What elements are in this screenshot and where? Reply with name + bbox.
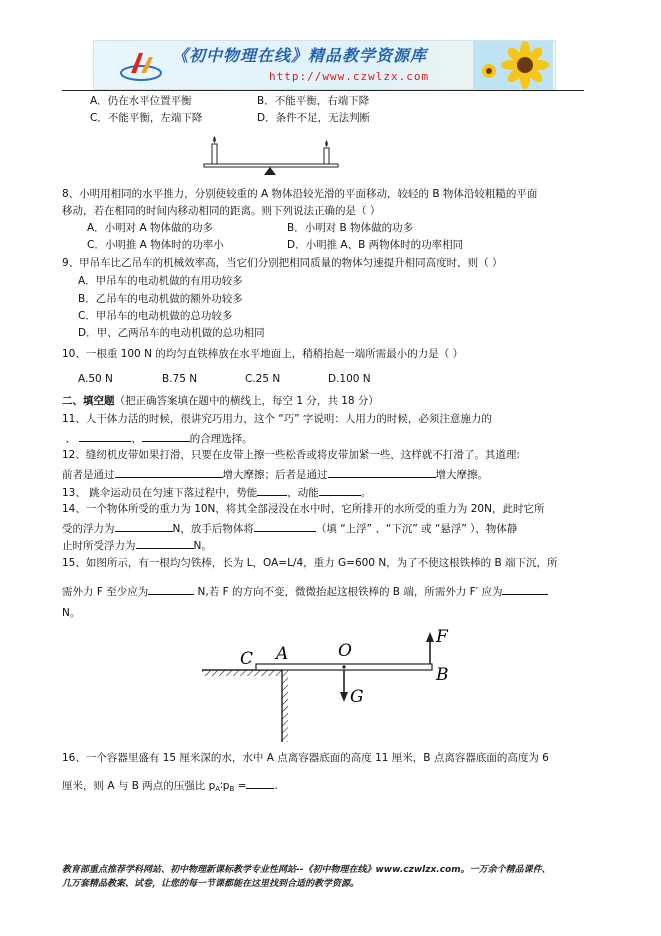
q12-text-3: 增大摩擦。 (435, 469, 488, 481)
lever-bar (204, 164, 338, 167)
q14-blank-1[interactable] (115, 520, 173, 532)
label-a: A (276, 644, 289, 664)
q9-option-c: C．甲吊车的电动机做的总功较多 (78, 310, 233, 322)
q15-blank-1[interactable] (148, 583, 194, 595)
q15-blank-2[interactable] (502, 583, 548, 595)
lever-candle-figure (200, 130, 350, 178)
q10-option-a: A.50 N (78, 373, 113, 385)
q8-line1: 8、小明用相同的水平推力，分别使较重的 A 物体沿较光滑的平面移动，较轻的 B 物体沿较粗糙的平面 (62, 188, 538, 200)
q9-option-d: D．甲、乙两吊车的电动机做的总功相同 (78, 327, 265, 339)
q12-text-2: 增大摩擦；后者是通过 (222, 469, 328, 481)
section2-heading (62, 395, 379, 408)
q11-blank-2[interactable] (142, 430, 190, 442)
q10-option-b: B.75 N (162, 373, 198, 385)
q11-end: 的合理选择。 (189, 433, 253, 445)
q10-stem: 10、一根重 100 N 的均匀直铁棒放在水平地面上，稍稍抬起一端所需最小的力是（ ） (62, 348, 464, 360)
q12-text-1: 前者是通过 (62, 469, 115, 481)
q15-line2 (62, 583, 548, 599)
banner-title: 《初中物理在线》精品教学资源库 (172, 46, 428, 65)
right-candle-icon (324, 140, 329, 164)
q8-option-d: D．小明推 A、B 两物体时的功率相同 (287, 239, 464, 251)
q16-line1: 16、一个容器里盛有 15 厘米深的水，水中 A 点离容器底面的高度 11 厘米，B 点离容器底面的高度为 6 (62, 752, 549, 764)
q14-line2 (62, 520, 517, 536)
q15-text-2: N,若 F 的方向不变，微微抬起这根铁棒的 B 端，所需外力 F′ 应为 (194, 586, 503, 598)
q7-option-d: D．条件不足，无法判断 (257, 112, 371, 124)
q12-blank-1[interactable] (115, 466, 223, 478)
section2-note: （把正确答案填在题中的横线上，每空 1 分，共 18 分） (114, 395, 379, 407)
banner-url: http://www.czwlzx.com (269, 70, 430, 83)
q12-line1: 12、缝纫机皮带如果打滑，只要在皮带上擦一些松香或将皮带加紧一些，这样就不打滑了。其道理: (62, 449, 520, 461)
footer-line1: 教育部重点推荐学科网站、初中物理新课标教学专业性网站--《初中物理在线》www.czwlzx.com。一万余个精品课件、 (62, 865, 551, 875)
q15-line3: N。 (62, 607, 81, 619)
q11-line2 (62, 430, 253, 446)
q12-line2 (62, 466, 488, 482)
q14-text-3: （填 “上浮” 、“下沉” 或 “悬浮” ），物体静 (315, 523, 518, 535)
q13-line (62, 484, 371, 500)
header-banner (93, 40, 556, 90)
q14-text-4: 止时所受浮力为 (62, 540, 136, 552)
q11-line1: 11、人干体力活的时候，很讲究巧用力，这个 “巧” 字说明：人用力的时候，必须注意施力的 (62, 413, 492, 425)
q16-text-3: . (274, 780, 278, 792)
label-c: C (240, 649, 254, 669)
q8-option-c: C．小明推 A 物体时的功率小 (87, 239, 224, 251)
q15-text-1: 需外力 F 至少应为 (62, 586, 149, 598)
q14-text-5: N。 (193, 540, 212, 552)
q14-line1: 14、一个物体所受的重力为 10N，将其全部浸没在水中时，它所排开的水所受的重力为 20N，此时它所 (62, 503, 545, 515)
q11-sep-2: 、 (131, 433, 142, 445)
q14-blank-2[interactable] (254, 520, 316, 532)
q11-sep: 、 (65, 433, 76, 445)
q7-option-a: A．仍在水平位置平衡 (90, 95, 192, 107)
q14-text-2: N，放手后物体将 (172, 523, 254, 535)
q12-blank-2[interactable] (328, 466, 436, 478)
label-g: G (350, 687, 364, 707)
q9-stem: 9、甲吊车比乙吊车的机械效率高，当它们分别把相同质量的物体匀速提升相同高度时，则（ ） (62, 257, 503, 269)
q16-text-2: = (234, 780, 247, 792)
q7-option-b: B．不能平衡，右端下降 (257, 95, 370, 107)
q16-sub-a: A (215, 785, 221, 793)
q8-option-b: B．小明对 B 物体做的功多 (287, 222, 414, 234)
q15-line1: 15、如图所示，有一根均匀铁棒，长为 L，OA=L/4，重力 G=600 N，为了不使这根铁棒的 B 端下沉，所 (62, 557, 558, 569)
q16-line2 (62, 777, 278, 793)
ground-support (202, 670, 288, 742)
q10-option-c: C.25 N (245, 373, 281, 385)
iron-rod-figure (198, 626, 468, 744)
section2-title: 二、填空题 (62, 395, 115, 407)
label-o: O (338, 641, 352, 661)
label-f: F (436, 627, 448, 647)
q14-blank-3[interactable] (136, 537, 194, 549)
q14-text-1: 受的浮力为 (62, 523, 115, 535)
q13-text-3: 。 (360, 487, 372, 499)
q9-option-b: B．乙吊车的电动机做的额外功较多 (78, 293, 243, 305)
header-rule (62, 90, 584, 91)
q13-blank-1[interactable] (257, 484, 287, 496)
gravity-g-arrow-icon (340, 670, 348, 702)
force-f-arrow-icon (426, 632, 434, 664)
point-o-dot (342, 665, 345, 668)
q9-option-a: A．甲吊车的电动机做的有用功较多 (78, 275, 243, 287)
q8-option-a: A．小明对 A 物体做的功多 (87, 222, 214, 234)
fulcrum-icon (264, 167, 276, 175)
q8-line2: 移动，若在相同的时间内移动相同的距离。则下列说法正确的是（ ） (62, 205, 381, 217)
q7-option-c: C．不能平衡，左端下降 (90, 112, 203, 124)
page-footer (62, 864, 602, 891)
label-b: B (436, 665, 449, 685)
q14-line3 (62, 537, 212, 553)
left-candle-icon (212, 136, 217, 164)
footer-line2: 几万套精品教案、试卷，让您的每一节课都能在这里找到合适的教学资源。 (62, 878, 360, 889)
q13-text-1: 13、 跳伞运动员在匀速下落过程中，势能 (62, 487, 258, 499)
q11-blank-1[interactable] (79, 430, 131, 442)
q16-text-1: 厘米，则 A 与 B 两点的压强比 p (62, 780, 216, 792)
q10-option-d: D.100 N (328, 373, 371, 385)
site-logo-icon (119, 47, 163, 83)
q16-colon: ∶p (220, 780, 230, 792)
q13-blank-2[interactable] (319, 484, 361, 496)
q13-text-2: ，动能 (287, 487, 319, 499)
sunflower-icon (473, 41, 553, 89)
q16-sub-b: B (229, 785, 235, 793)
q16-blank[interactable] (246, 777, 274, 789)
